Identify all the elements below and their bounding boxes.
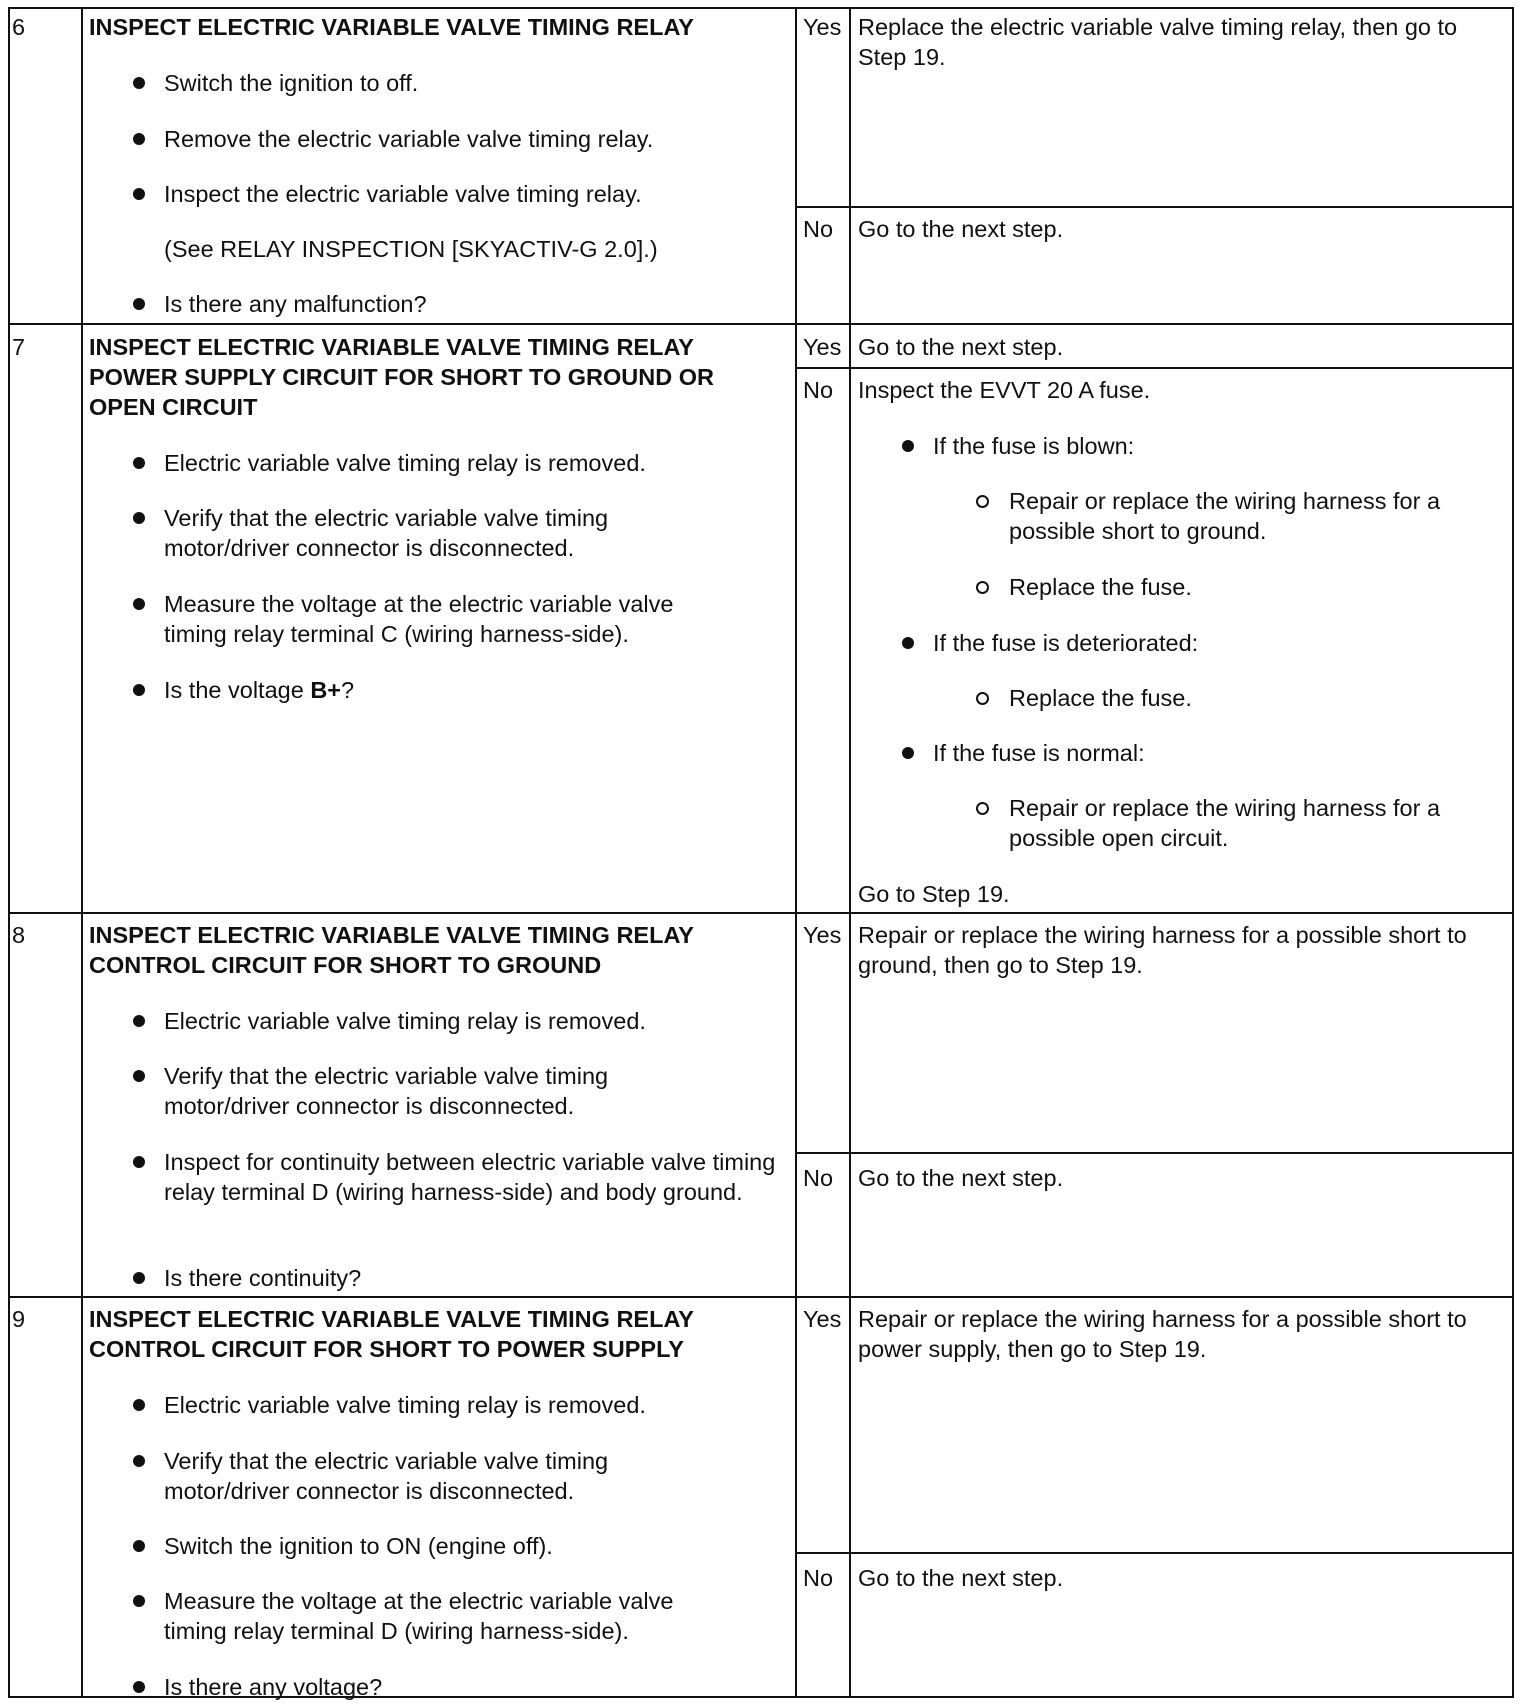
step-item: Electric variable valve timing relay is removed. xyxy=(164,450,646,476)
yes-no-divider xyxy=(795,1552,1514,1554)
no-sub-item: Replace the fuse. xyxy=(1009,685,1192,711)
no-label: No xyxy=(803,1565,834,1591)
col-divider xyxy=(795,7,797,1698)
no-label: No xyxy=(803,1165,834,1191)
circle-bullet-icon xyxy=(976,692,989,705)
yes-action: Repair or replace the wiring harness for a possible short to ground, then go to Step 19. xyxy=(858,922,1467,978)
col-divider xyxy=(849,7,851,1698)
bullet-icon xyxy=(133,1540,145,1552)
step-title: INSPECT ELECTRIC VARIABLE VALVE TIMING RELAY xyxy=(89,14,694,40)
bullet-icon xyxy=(133,512,145,524)
step-title: INSPECT ELECTRIC VARIABLE VALVE TIMING RELAY CONTROL CIRCUIT FOR SHORT TO POWER SUPPLY xyxy=(89,1306,694,1362)
step-item: Switch the ignition to off. xyxy=(164,70,419,96)
yes-label: Yes xyxy=(803,1306,842,1332)
bullet-icon xyxy=(133,1399,145,1411)
step-item: Is there any voltage? xyxy=(164,1674,383,1700)
no-sub-item: If the fuse is blown: xyxy=(933,433,1135,459)
step-item: Electric variable valve timing relay is removed. xyxy=(164,1008,646,1034)
no-sub-item: Repair or replace the wiring harness for a possible open circuit. xyxy=(1009,795,1441,851)
bullet-icon xyxy=(133,1681,145,1693)
yes-label: Yes xyxy=(803,334,842,360)
step-item: Verify that the electric variable valve timing motor/driver connector is disconnected. xyxy=(164,1063,609,1119)
row-divider xyxy=(8,912,1514,914)
bullet-icon xyxy=(133,457,145,469)
no-action: Go to the next step. xyxy=(858,1565,1064,1591)
bullet-icon xyxy=(902,637,914,649)
step-item: Remove the electric variable valve timing relay. xyxy=(164,126,654,152)
no-action: Go to the next step. xyxy=(858,1165,1064,1191)
circle-bullet-icon xyxy=(976,802,989,815)
yes-label: Yes xyxy=(803,14,842,40)
step-item: Electric variable valve timing relay is removed. xyxy=(164,1392,646,1418)
yes-action: Go to the next step. xyxy=(858,334,1064,360)
step-title: INSPECT ELECTRIC VARIABLE VALVE TIMING RELAY POWER SUPPLY CIRCUIT FOR SHORT TO GROUND OR OPEN CIRCUIT xyxy=(89,334,714,420)
no-sub-item: If the fuse is normal: xyxy=(933,740,1145,766)
bullet-icon xyxy=(133,1272,145,1284)
bullet-icon xyxy=(133,1455,145,1467)
no-final-action: Go to Step 19. xyxy=(858,881,1010,907)
row-divider xyxy=(8,323,1514,325)
bullet-icon xyxy=(133,77,145,89)
bullet-icon xyxy=(902,440,914,452)
bullet-icon xyxy=(133,684,145,696)
step-item-reference: (See RELAY INSPECTION [SKYACTIV-G 2.0].) xyxy=(164,236,658,262)
yes-label: Yes xyxy=(803,922,842,948)
row-divider xyxy=(8,1296,1514,1298)
step-number: 7 xyxy=(12,334,26,360)
step-item: Measure the voltage at the electric variable valve timing relay terminal C (wiring harness-side). xyxy=(164,591,674,647)
no-sub-item: Repair or replace the wiring harness for a possible short to ground. xyxy=(1009,488,1441,544)
step-title: INSPECT ELECTRIC VARIABLE VALVE TIMING RELAY CONTROL CIRCUIT FOR SHORT TO GROUND xyxy=(89,922,694,978)
no-sub-item: Replace the fuse. xyxy=(1009,574,1192,600)
bullet-icon xyxy=(133,1156,145,1168)
bullet-icon xyxy=(902,747,914,759)
step-item: Verify that the electric variable valve timing motor/driver connector is disconnected. xyxy=(164,1448,609,1504)
question-mark: ? xyxy=(341,677,355,703)
bullet-icon xyxy=(133,188,145,200)
circle-bullet-icon xyxy=(976,581,989,594)
step-item: Is there any malfunction? xyxy=(164,291,427,317)
yes-no-divider xyxy=(795,367,1514,369)
circle-bullet-icon xyxy=(976,495,989,508)
yes-no-divider xyxy=(795,1152,1514,1154)
voltage-value: B+ xyxy=(310,677,342,703)
step-item: Verify that the electric variable valve timing motor/driver connector is disconnected. xyxy=(164,505,609,561)
no-action: Inspect the EVVT 20 A fuse. xyxy=(858,377,1151,403)
bullet-icon xyxy=(133,298,145,310)
yes-action: Replace the electric variable valve timing relay, then go to Step 19. xyxy=(858,14,1458,70)
no-sub-item: If the fuse is deteriorated: xyxy=(933,630,1199,656)
step-item: Is there continuity? xyxy=(164,1265,362,1291)
step-number: 8 xyxy=(12,922,26,948)
bullet-icon xyxy=(133,1015,145,1027)
yes-action: Repair or replace the wiring harness for a possible short to power supply, then go to Step 19. xyxy=(858,1306,1467,1362)
step-item: Measure the voltage at the electric variable valve timing relay terminal D (wiring harness-side). xyxy=(164,1588,674,1644)
question-text: Is the voltage xyxy=(164,677,311,703)
bullet-icon xyxy=(133,1070,145,1082)
col-divider xyxy=(81,7,83,1698)
no-label: No xyxy=(803,377,834,403)
step-item: Inspect for continuity between electric variable valve timing relay terminal D (wiring harness-side) and body ground. xyxy=(164,1149,776,1205)
no-action: Go to the next step. xyxy=(858,216,1064,242)
no-label: No xyxy=(803,216,834,242)
step-number: 6 xyxy=(12,14,26,40)
bullet-icon xyxy=(133,133,145,145)
bullet-icon xyxy=(133,1595,145,1607)
yes-no-divider xyxy=(795,206,1514,208)
step-number: 9 xyxy=(12,1306,26,1332)
bullet-icon xyxy=(133,598,145,610)
step-item: Switch the ignition to ON (engine off). xyxy=(164,1533,553,1559)
step-item xyxy=(164,675,784,705)
step-item: Inspect the electric variable valve timing relay. xyxy=(164,181,642,207)
